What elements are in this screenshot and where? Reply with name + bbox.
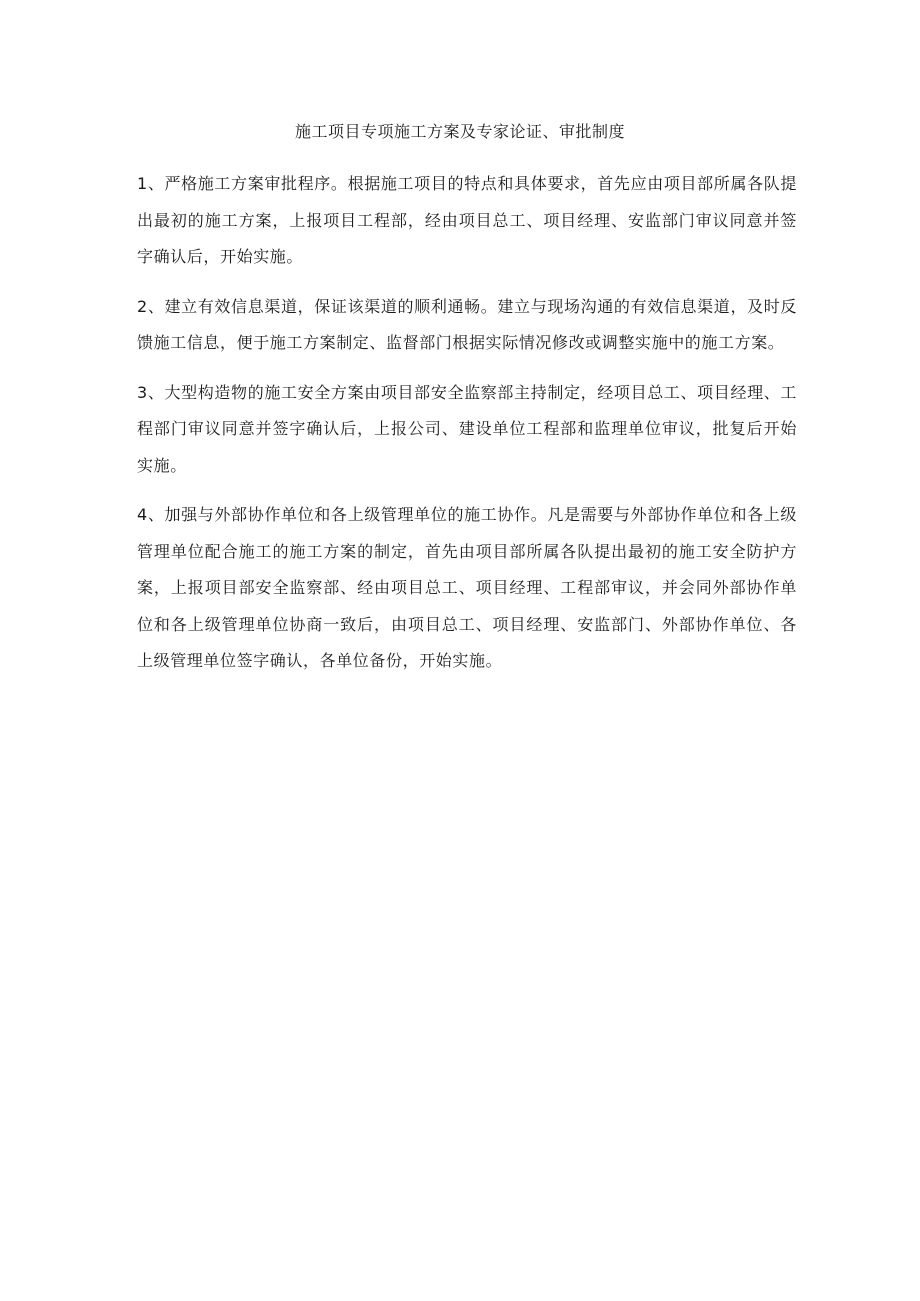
paragraph-2: 2、建立有效信息渠道，保证该渠道的顺利通畅。建立与现场沟通的有效信息渠道，及时反馈施工信息，便于施工方案制定、监督部门根据实际情况修改或调整实施中的施工方案。 [137,296,797,352]
document-title: 施工项目专项施工方案及专家论证、审批制度 [294,122,625,141]
paragraph-1: 1、严格施工方案审批程序。根据施工项目的特点和具体要求，首先应由项目部所属各队提出最初的施工方案，上报项目工程部，经由项目总工、项目经理、安监部门审议同意并签字确认后，开始实施。 [137,174,797,266]
paragraph-4: 4、加强与外部协作单位和各上级管理单位的施工协作。凡是需要与外部协作单位和各上级管理单位配合施工的施工方案的制定，首先由项目部所属各队提出最初的施工安全防护方案，上报项目部安全监察部、经由项目总工、项目经理、工程部审议，并会同外部协作单位和各上级管理单位协商一致后，由项目总工、项目经理、安监部门、外部协作单位、各上级管理单位签字确认，各单位备份，开始实施。 [137,505,797,670]
paragraph-3: 3、大型构造物的施工安全方案由项目部安全监察部主持制定，经项目总工、项目经理、工程部门审议同意并签字确认后，上报公司、建设单位工程部和监理单位审议，批复后开始实施。 [137,382,797,475]
document-body [137,166,797,693]
